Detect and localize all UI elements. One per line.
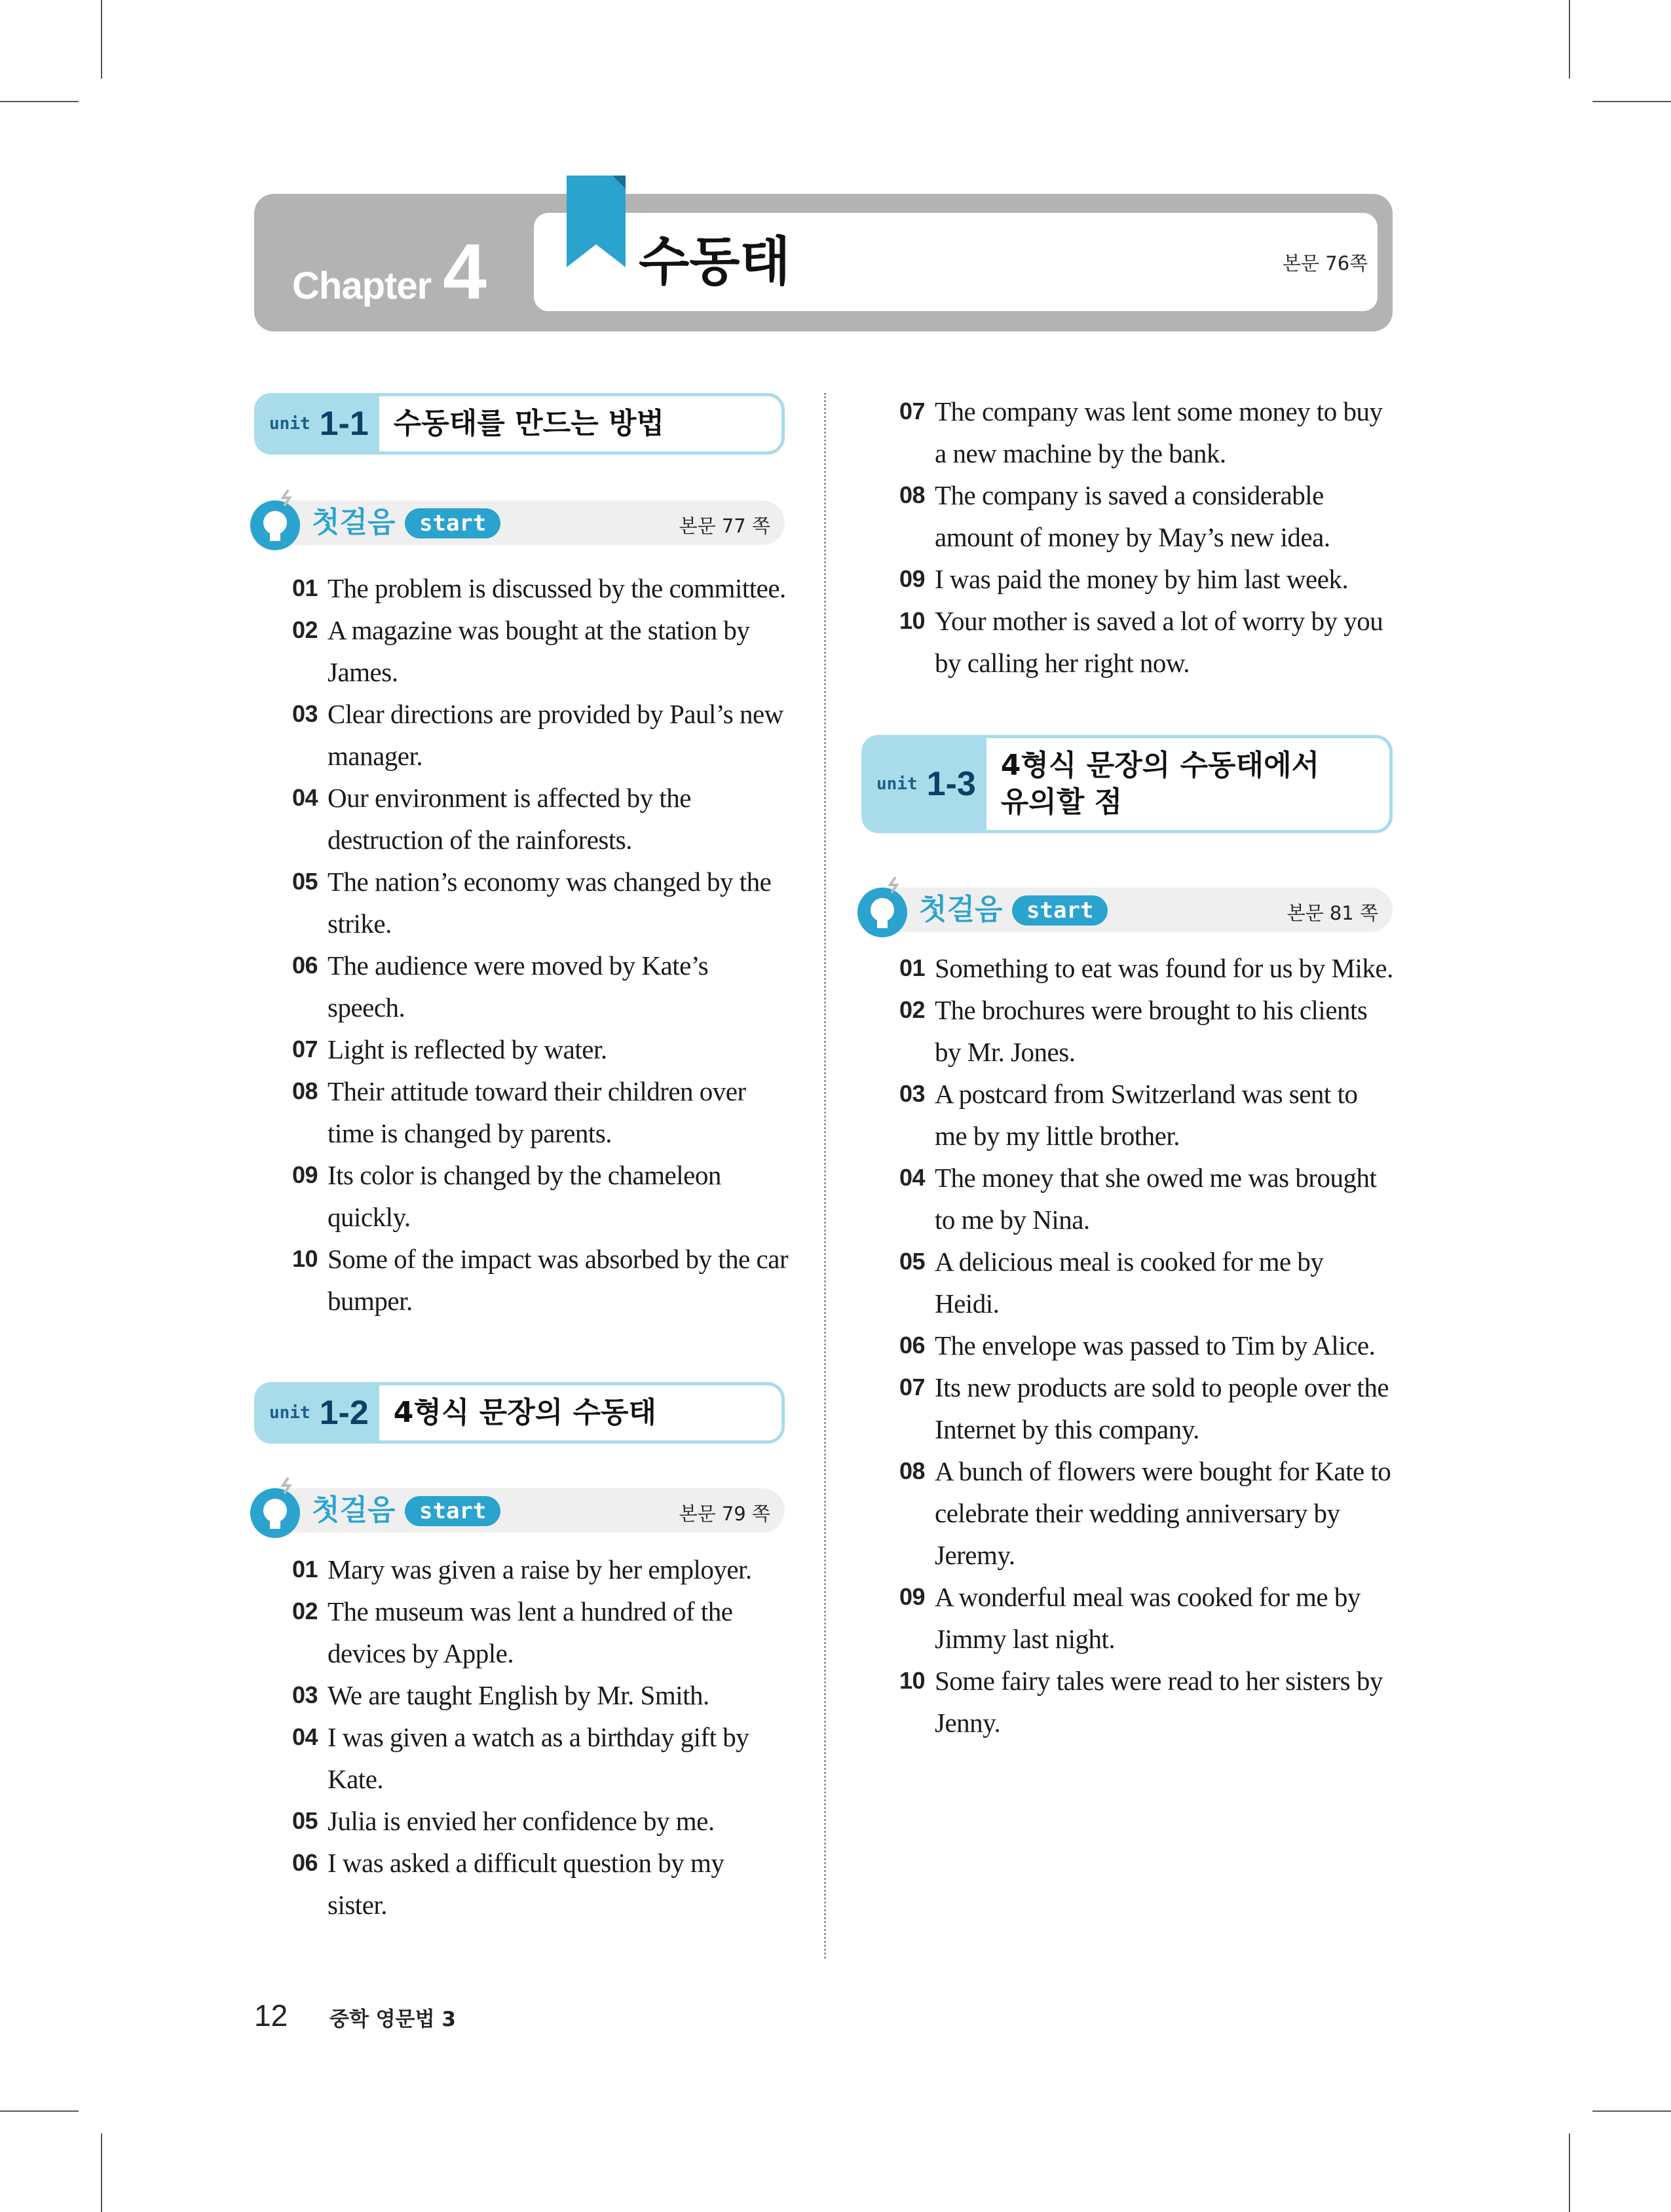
first-step-bar [254, 500, 785, 545]
list-item [292, 945, 790, 1028]
item-number: 07 [899, 1374, 926, 1400]
item-number: 03 [899, 1080, 926, 1107]
unit-1-1-banner [254, 393, 785, 455]
item-text: The nation’s economy was changed by the strike. [328, 867, 772, 939]
unit-number: 1-2 [319, 1394, 369, 1432]
list-item [292, 777, 790, 861]
list-item [292, 1716, 790, 1800]
list-item [292, 1238, 790, 1322]
list-item [292, 567, 790, 609]
item-text: Some fairy tales were read to her sisters by Jenny. [935, 1666, 1383, 1738]
exercise-list-1-2 [292, 1548, 790, 1926]
item-number: 05 [292, 1807, 318, 1834]
item-text: A bunch of flowers were bought for Kate to celebrate their wedding anniversary by Jeremy. [935, 1456, 1391, 1570]
item-number: 05 [899, 1248, 926, 1275]
item-number: 08 [292, 1078, 318, 1104]
unit-title-line: 4형식 문장의 수동태에서 [1000, 749, 1320, 782]
first-step-label: 첫걸음 [312, 506, 396, 539]
chapter-word: Chapter [292, 265, 432, 307]
list-item [899, 1241, 1394, 1324]
unit-1-2-banner [254, 1382, 785, 1444]
list-item [292, 693, 790, 777]
list-item [899, 1073, 1394, 1157]
item-text: A wonderful meal was cooked for me by Jimmy last night. [935, 1582, 1361, 1654]
crop-mark [0, 2110, 79, 2112]
unit-title: 수동태를 만드는 방법 [393, 407, 664, 440]
exercise-list-1-1 [292, 567, 790, 1322]
item-text: The money that she owed me was brought to me by Nina. [935, 1163, 1377, 1235]
item-text: The company was lent some money to buy a new machine by the bank. [935, 396, 1383, 468]
start-badge: start [405, 508, 500, 538]
item-number: 01 [292, 1556, 318, 1583]
crop-mark [1569, 2133, 1570, 2212]
item-text: I was given a watch as a birthday gift by Kate. [328, 1722, 749, 1794]
item-number: 10 [899, 1667, 926, 1694]
crop-mark [1592, 2110, 1671, 2112]
unit-1-3-banner [861, 735, 1393, 833]
book-title: 중학 영문법 3 [329, 2008, 456, 2031]
item-text: Its new products are sold to people over the Internet by this company. [935, 1372, 1389, 1444]
item-text: The problem is discussed by the committee. [328, 573, 786, 603]
chapter-page-ref: 본문 76쪽 [1283, 252, 1368, 274]
item-text: Their attitude toward their children over time is changed by parents. [328, 1076, 746, 1148]
exercise-list-1-2-continued [899, 390, 1394, 684]
list-item [292, 609, 790, 693]
item-text: A postcard from Switzerland was sent to me by my little brother. [935, 1079, 1358, 1151]
item-text: The brochures were brought to his clients by Mr. Jones. [935, 995, 1368, 1067]
page-number: 12 [254, 1998, 288, 2033]
page-ref: 본문 81 쪽 [1286, 902, 1378, 924]
item-number: 03 [292, 700, 318, 727]
item-text: A delicious meal is cooked for me by Heidi. [935, 1247, 1324, 1319]
item-number: 10 [292, 1245, 318, 1272]
unit-title: 4형식 문장의 수동태 [393, 1396, 657, 1429]
crop-mark [1569, 0, 1570, 79]
list-item [292, 1674, 790, 1716]
crop-mark [1592, 101, 1671, 102]
item-text: The audience were moved by Kate’s speech. [328, 950, 709, 1022]
list-item [899, 600, 1394, 684]
unit-title [986, 747, 1319, 821]
list-item [899, 989, 1394, 1073]
page-ref: 본문 77 쪽 [679, 515, 770, 537]
list-item [899, 1157, 1394, 1241]
list-item [292, 1800, 790, 1842]
lightbulb-icon [249, 487, 305, 552]
lightbulb-icon [856, 874, 912, 939]
list-item [899, 558, 1394, 600]
item-number: 09 [292, 1161, 318, 1188]
unit-tag [257, 1385, 379, 1440]
item-number: 08 [899, 481, 926, 508]
list-item [292, 1548, 790, 1590]
column-divider [824, 393, 826, 1959]
item-number: 07 [292, 1036, 318, 1062]
item-text: Our environment is affected by the destruction of the rainforests. [328, 783, 691, 855]
item-number: 06 [292, 952, 318, 979]
list-item [899, 474, 1394, 558]
first-step-label: 첫걸음 [312, 1493, 396, 1527]
item-number: 09 [899, 1583, 926, 1610]
item-number: 01 [899, 954, 926, 981]
chapter-label [292, 228, 487, 316]
unit-tag [257, 396, 379, 451]
item-number: 04 [292, 784, 318, 811]
item-number: 05 [292, 868, 318, 895]
item-number: 09 [899, 565, 926, 592]
item-text: Some of the impact was absorbed by the car bumper. [328, 1244, 789, 1316]
list-item [899, 1576, 1394, 1660]
first-step-bar [861, 888, 1393, 932]
item-text: I was asked a difficult question by my sister. [328, 1848, 724, 1920]
unit-number: 1-3 [926, 765, 976, 803]
unit-word: unit [269, 414, 310, 434]
item-number: 08 [899, 1457, 926, 1484]
list-item [899, 947, 1394, 989]
first-step-label: 첫걸음 [919, 893, 1003, 926]
item-number: 01 [292, 574, 318, 601]
list-item [899, 1324, 1394, 1366]
list-item [899, 1366, 1394, 1450]
item-text: The envelope was passed to Tim by Alice. [935, 1330, 1376, 1360]
list-item [292, 1070, 790, 1154]
start-badge: start [405, 1496, 500, 1526]
page-ref: 본문 79 쪽 [679, 1503, 770, 1525]
item-text: Something to eat was found for us by Mike. [935, 953, 1393, 983]
item-number: 06 [899, 1332, 926, 1359]
list-item [292, 861, 790, 945]
unit-tag [865, 738, 986, 830]
item-text: A magazine was bought at the station by James. [328, 615, 750, 687]
list-item [292, 1842, 790, 1926]
item-text: Light is reflected by water. [328, 1034, 607, 1064]
unit-word: unit [269, 1403, 310, 1423]
item-text: The company is saved a considerable amount of money by May’s new idea. [935, 480, 1330, 552]
item-number: 04 [899, 1164, 926, 1191]
item-text: Julia is envied her confidence by me. [328, 1806, 715, 1836]
unit-word: unit [876, 774, 918, 794]
exercise-list-1-3 [899, 947, 1394, 1744]
item-number: 02 [292, 616, 318, 643]
list-item [292, 1590, 790, 1674]
item-number: 10 [899, 607, 926, 634]
crop-mark [101, 2133, 102, 2212]
list-item [292, 1028, 790, 1070]
item-number: 02 [292, 1598, 318, 1624]
list-item [899, 1660, 1394, 1744]
bookmark-icon [567, 176, 626, 267]
item-text: Clear directions are provided by Paul’s new manager. [328, 699, 783, 771]
lightbulb-icon [249, 1475, 305, 1539]
start-badge: start [1012, 895, 1108, 926]
item-number: 07 [899, 398, 926, 424]
item-number: 06 [292, 1849, 318, 1876]
item-number: 03 [292, 1681, 318, 1708]
item-text: We are taught English by Mr. Smith. [328, 1680, 709, 1710]
unit-number: 1-1 [319, 405, 369, 443]
list-item [899, 390, 1394, 474]
crop-mark [101, 0, 102, 79]
item-text: Mary was given a raise by her employer. [328, 1554, 752, 1584]
chapter-number: 4 [443, 228, 487, 316]
item-text: The museum was lent a hundred of the devices by Apple. [328, 1596, 733, 1668]
item-text: Your mother is saved a lot of worry by you by calling her right now. [935, 606, 1383, 678]
unit-title-line: 유의할 점 [1000, 785, 1123, 819]
item-text: Its color is changed by the chameleon quickly. [328, 1160, 721, 1232]
item-number: 02 [899, 996, 926, 1023]
first-step-bar [254, 1488, 785, 1533]
list-item [899, 1450, 1394, 1576]
crop-mark [0, 101, 79, 102]
list-item [292, 1154, 790, 1238]
item-number: 04 [292, 1723, 318, 1750]
item-text: I was paid the money by him last week. [935, 564, 1349, 594]
chapter-title: 수동태 [639, 231, 791, 292]
